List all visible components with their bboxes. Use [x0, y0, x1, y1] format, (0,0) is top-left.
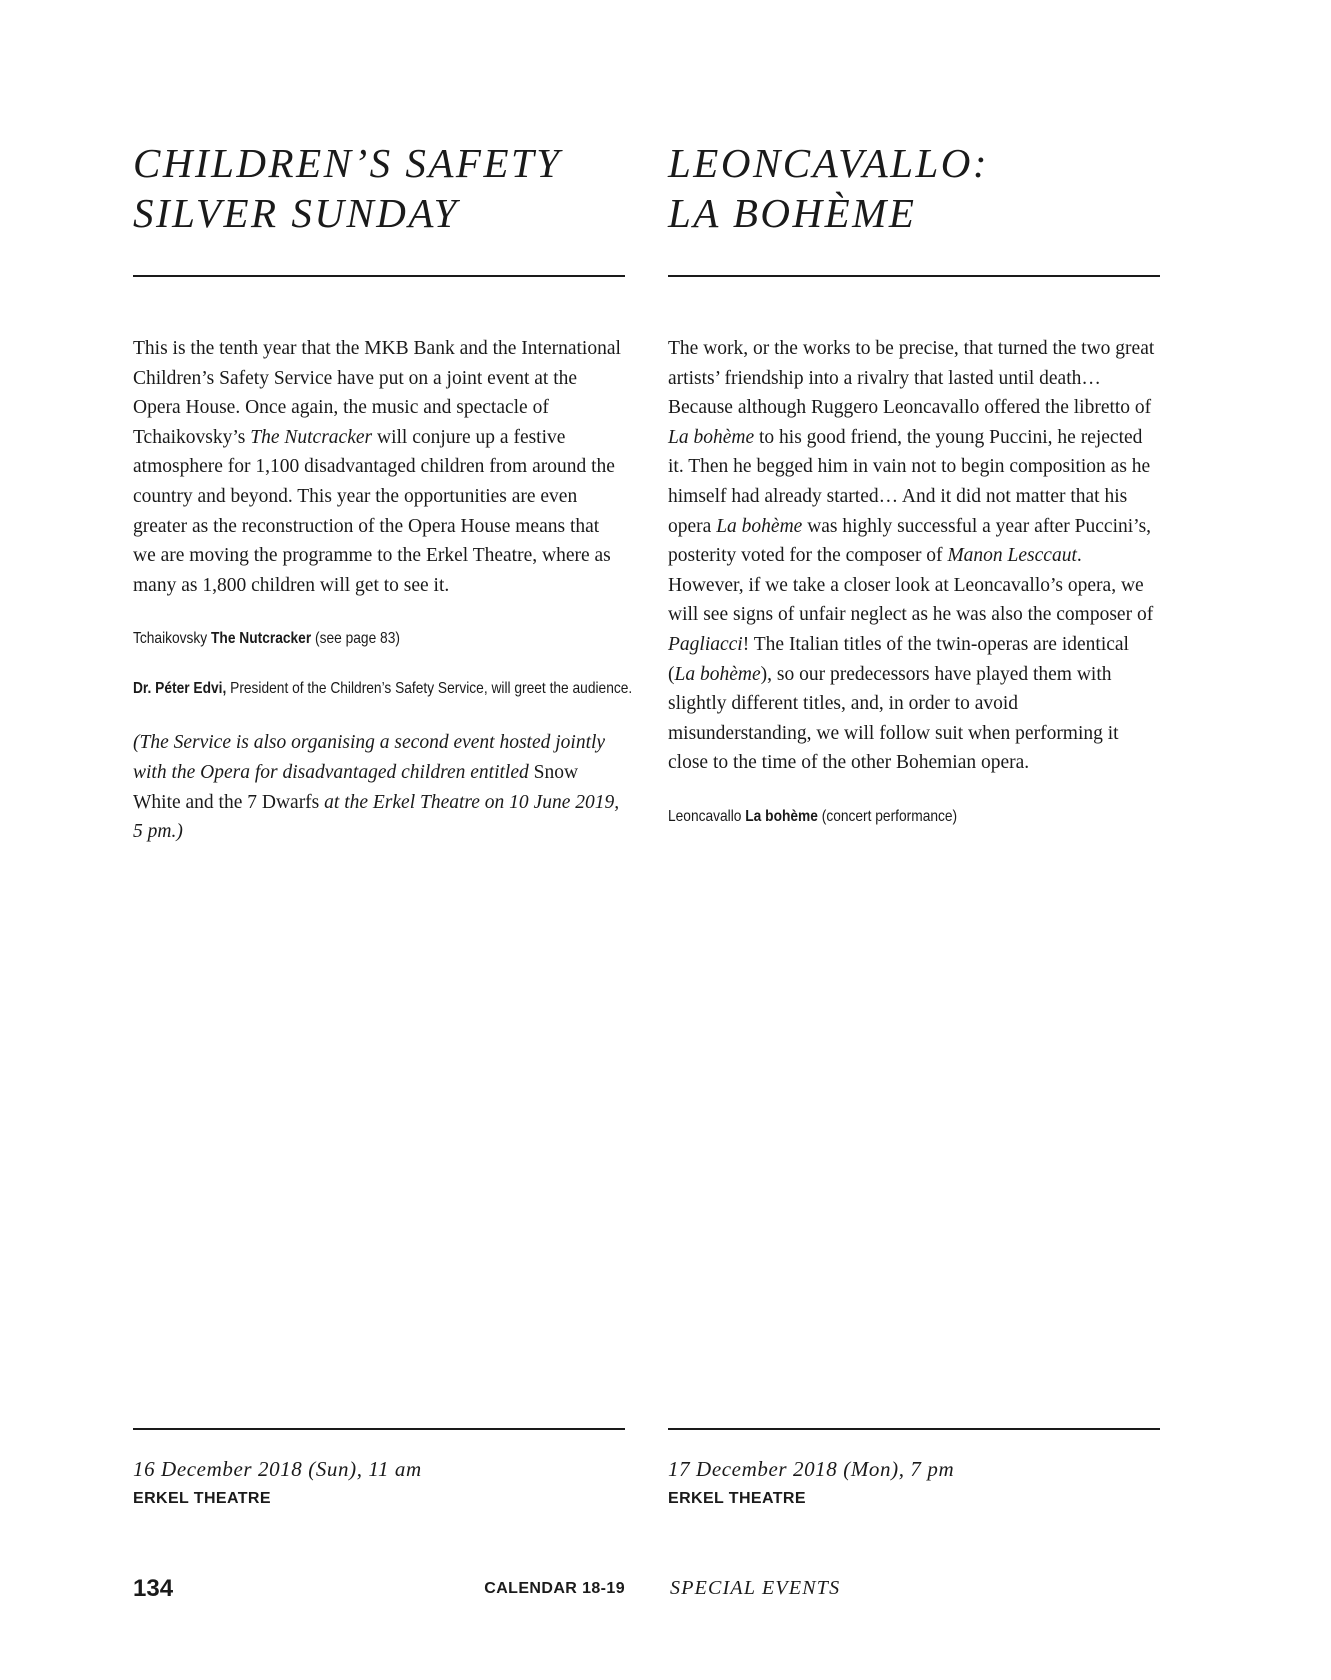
text: was highly successful a year after Puccini’s, posterity voted for the composer of [668, 515, 1152, 567]
title-line: LEONCAVALLO: [668, 140, 990, 186]
text: to his good friend, the young Puccini, he rejected it. Then he begged him in vain not to begin composition as he himself had already started… And it did not matter that his opera [668, 426, 1151, 537]
text: (The Service is also organising a second event hosted jointly with the Opera for disadvantaged children entitled [133, 732, 606, 783]
additional-note [133, 728, 625, 846]
description-paragraph [668, 334, 1160, 778]
work-title: Pagliacci [668, 633, 743, 655]
work-title: Snow White and the 7 Dwarfs [133, 761, 579, 813]
divider [133, 275, 625, 277]
composer: Leoncavallo [668, 807, 742, 825]
work-title: La bohème [668, 426, 755, 448]
text: ! The Italian titles of the twin-operas are identical ( [668, 633, 1129, 685]
title-line: SILVER SUNDAY [133, 190, 459, 236]
publication-name: CALENDAR 18-19 [484, 1580, 625, 1597]
divider [668, 275, 1160, 277]
text: The work, or the works to be precise, that turned the two great artists’ friendship into a rivalry that lasted until death… Because although Ruggero Leoncavallo offered the libretto of [668, 338, 1155, 419]
composer: Tchaikovsky [133, 630, 208, 648]
work-title: Manon Lesccaut [947, 545, 1077, 567]
divider [668, 1428, 1160, 1430]
programme-note: (see page 83) [315, 630, 400, 648]
event-venue: ERKEL THEATRE [668, 1490, 806, 1507]
event-title-right [668, 138, 989, 238]
event-venue: ERKEL THEATRE [133, 1490, 271, 1507]
programme-note: (concert performance) [821, 807, 958, 825]
text: This is the tenth year that the MKB Bank and the International Children’s Safety Service have put on a joint event at the Opera House. Once again, the music and spectacle of Tchaikovsky’s [133, 338, 621, 448]
section-name: SPECIAL EVENTS [670, 1577, 841, 1599]
event-description-right [668, 334, 1160, 828]
event-title-left [133, 138, 562, 238]
work-name: La bohème [745, 807, 818, 825]
title-line: LA BOHÈME [668, 190, 917, 236]
text: will conjure up a festive atmosphere for 1,100 disadvantaged children from around the country and beyond. This year the opportunities are even greater as the reconstruction of the Opera House means that we are moving the programme to the Erkel Theatre, where as many as 1,800 children will get to see it. [133, 426, 615, 596]
guest-description: President of the Children’s Safety Service, will greet the audience. [230, 680, 633, 698]
work-name: The Nutcracker [211, 630, 312, 648]
work-title: La bohème [716, 515, 803, 537]
programme-line [668, 806, 1091, 828]
work-title: La bohème [674, 663, 761, 685]
page-number: 134 [133, 1575, 174, 1602]
event-date: 16 December 2018 (Sun), 11 am [133, 1457, 422, 1481]
programme-line [133, 628, 556, 650]
guest-name: Dr. Péter Edvi, [133, 680, 227, 698]
event-description-left [133, 334, 633, 847]
description-paragraph [133, 334, 625, 600]
text: at the Erkel Theatre on 10 June 2019, 5 pm.) [133, 791, 620, 843]
guest-line [133, 678, 633, 700]
event-date: 17 December 2018 (Mon), 7 pm [668, 1457, 955, 1481]
text: . However, if we take a closer look at Leoncavallo’s opera, we will see signs of unfair neglect as he was also the composer of [668, 545, 1154, 626]
divider [133, 1428, 625, 1430]
text: ), so our predecessors have played them with slightly different titles, and, in order to avoid misunderstanding, we will follow suit when performing it close to the time of the other Bohemian opera. [668, 663, 1119, 774]
title-line: CHILDREN’S SAFETY [133, 140, 562, 186]
work-title: The Nutcracker [250, 426, 373, 448]
